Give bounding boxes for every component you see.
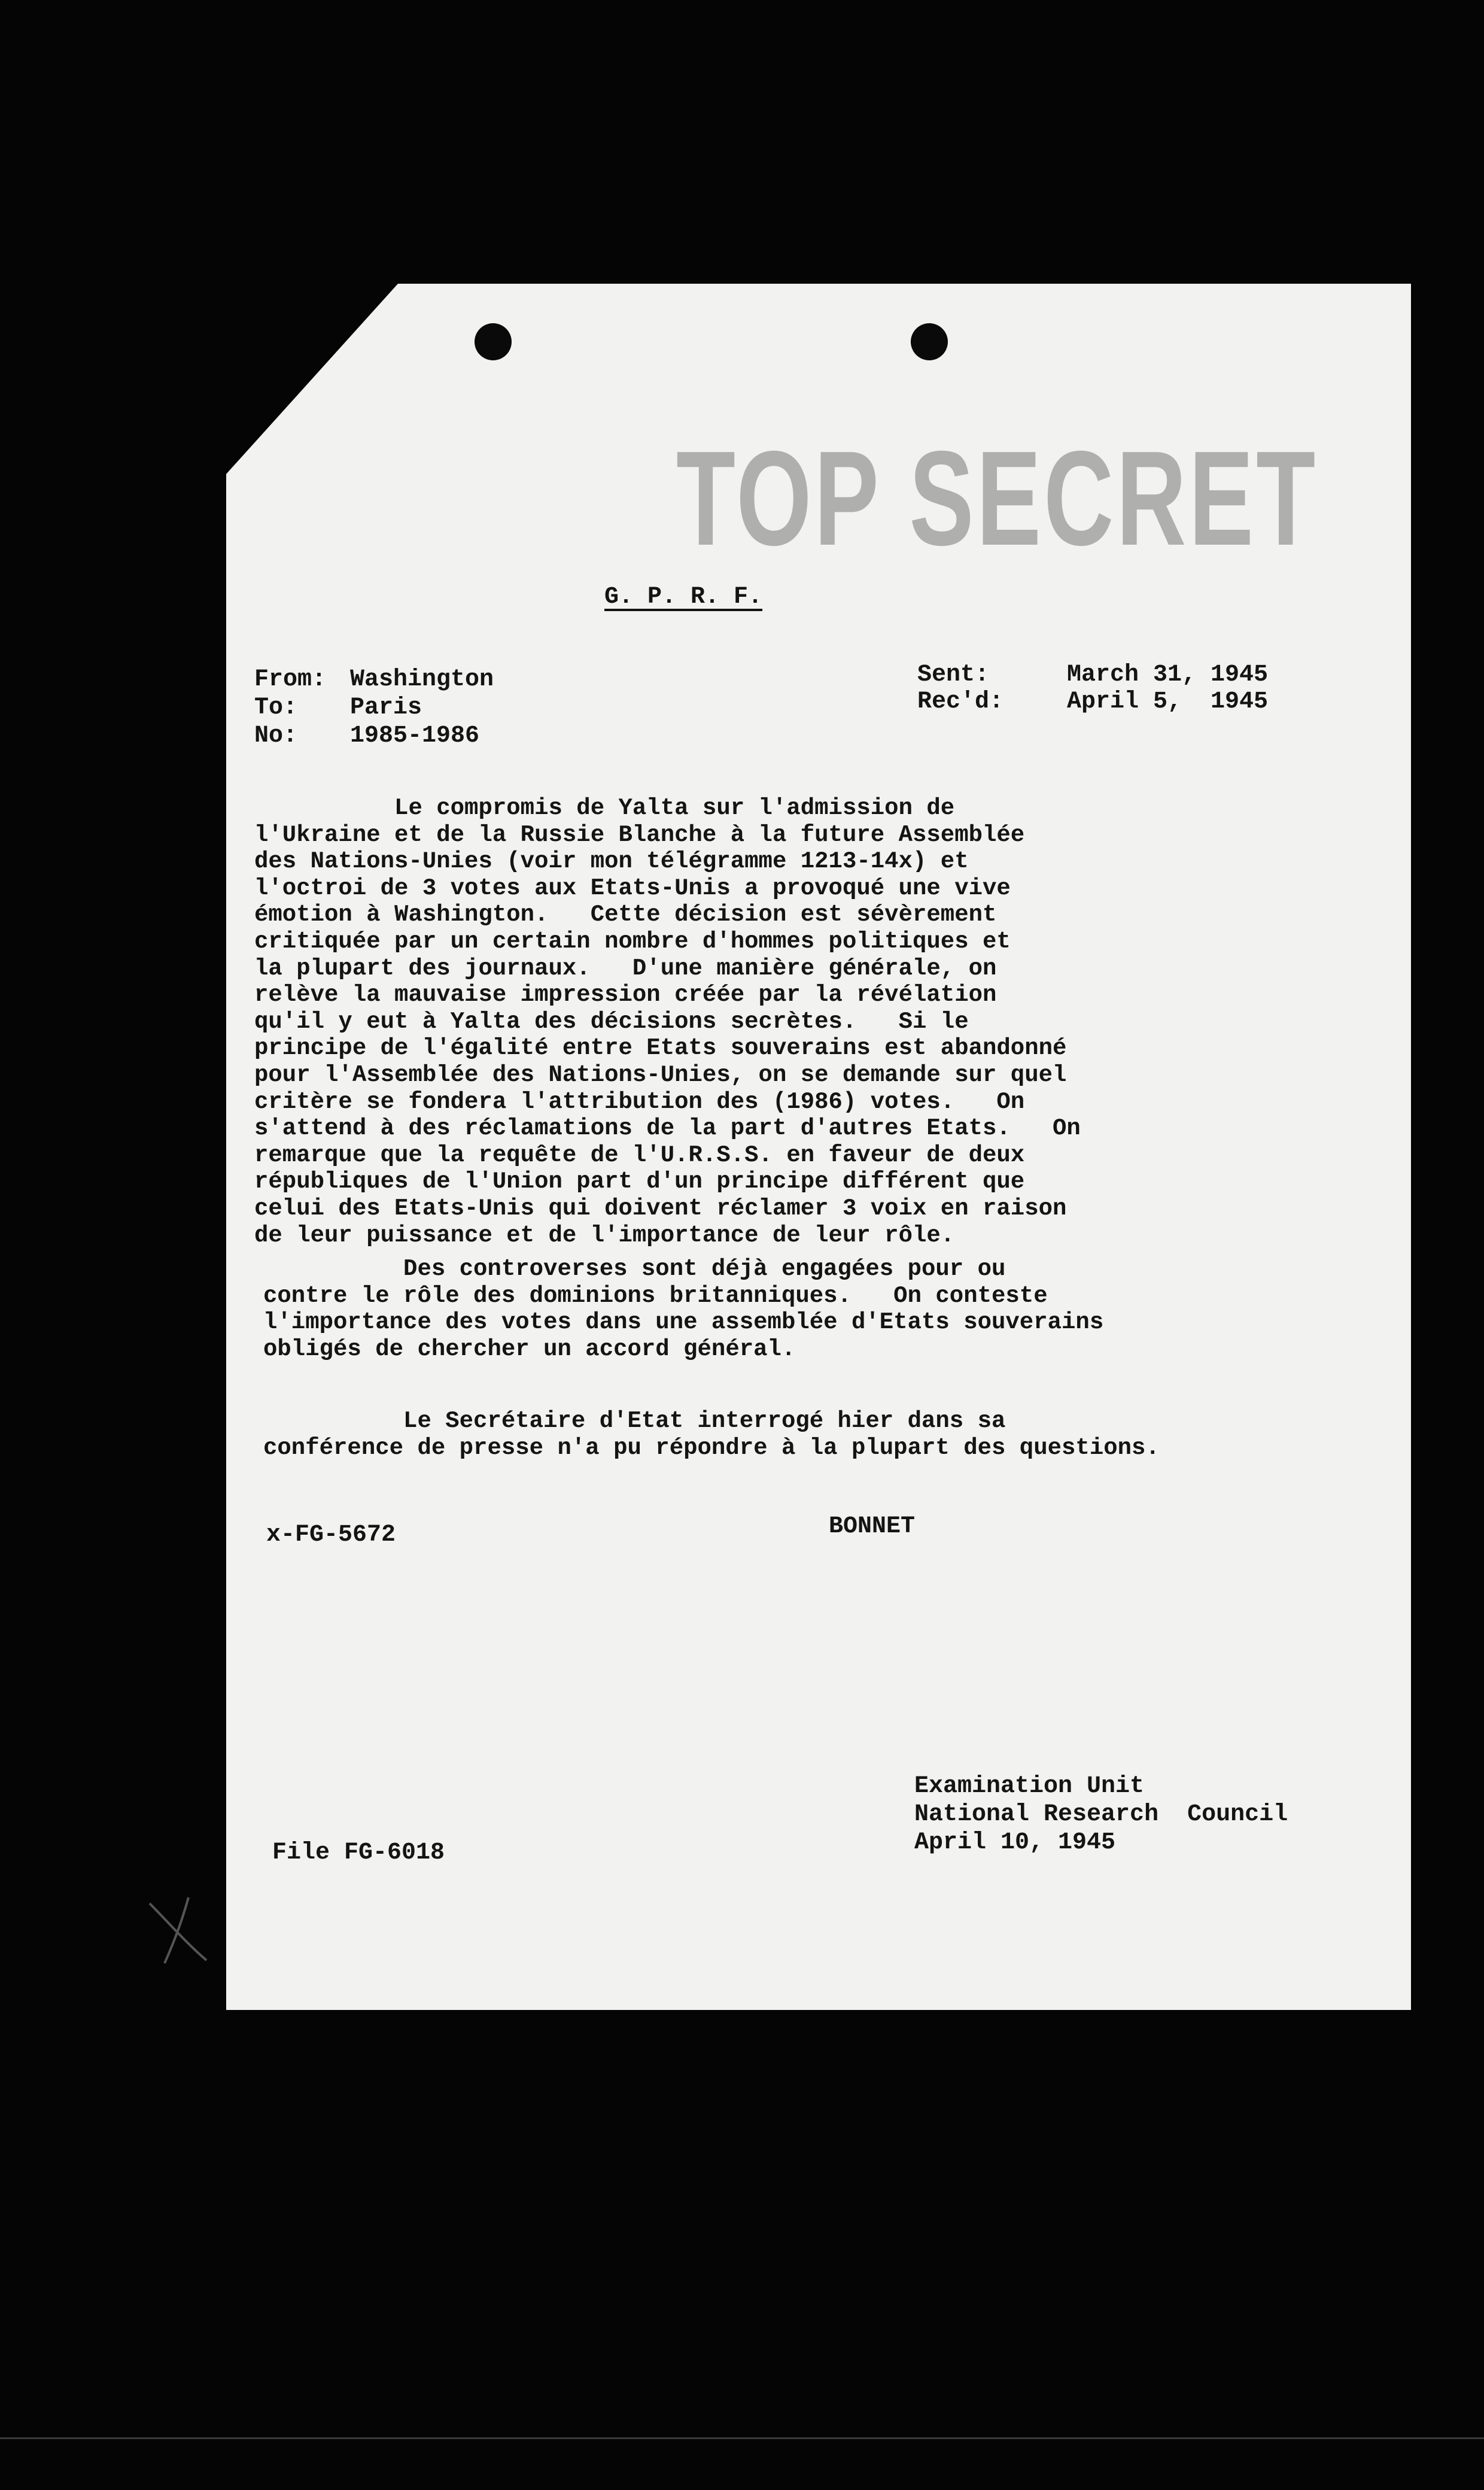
body-line: l'importance des votes dans une assemblée d'Etats souverains (263, 1309, 1104, 1336)
body-line: qu'il y eut à Yalta des décisions secrètes. Si le (254, 1008, 969, 1035)
signature: BONNET (829, 1513, 916, 1540)
body-line: républiques de l'Union part d'un principe différent que (254, 1168, 1025, 1195)
top-secret-stamp: TOP SECRET (676, 423, 1318, 573)
received-value: April 5, 1945 (1067, 688, 1269, 715)
body-line: principe de l'égalité entre Etats souverains est abandonné (254, 1035, 1067, 1062)
body-line: s'attend à des réclamations de la part d'autres Etats. On (254, 1115, 1081, 1142)
reference-number: x-FG-5672 (266, 1522, 396, 1548)
from-label: From: (254, 666, 327, 693)
body-line: l'Ukraine et de la Russie Blanche à la future Assemblée (254, 821, 1025, 848)
body-line: pour l'Assemblée des Nations-Unies, on se demande sur quel (254, 1061, 1067, 1088)
body-paragraph-1 (254, 795, 1081, 1249)
sent-label: Sent: (917, 661, 990, 688)
to-value: Paris (350, 694, 422, 721)
unit-date: April 10, 1945 (914, 1829, 1116, 1856)
body-line: critère se fondera l'attribution des (1986) votes. On (254, 1088, 1025, 1115)
body-line: émotion à Washington. Cette décision est sévèrement (254, 901, 997, 928)
body-line: remarque que la requête de l'U.R.S.S. en faveur de deux (254, 1141, 1025, 1168)
unit-line-1: Examination Unit (914, 1773, 1145, 1800)
body-line: de leur puissance et de l'importance de leur rôle. (254, 1222, 955, 1249)
body-line: l'octroi de 3 votes aux Etats-Unis a provoqué une vive (254, 874, 1011, 901)
handwritten-x-mark (144, 1894, 215, 1966)
to-label: To: (254, 694, 298, 721)
sent-value: March 31, 1945 (1067, 661, 1269, 688)
body-line: Des controverses sont déjà engagées pour ou (263, 1256, 1006, 1282)
number-value: 1985-1986 (350, 722, 480, 749)
number-label: No: (254, 722, 298, 749)
body-line: Le compromis de Yalta sur l'admission de (254, 795, 955, 821)
punch-hole-left (475, 323, 512, 360)
punch-hole-right (911, 323, 948, 360)
unit-line-2: National Research Council (914, 1801, 1288, 1828)
film-scratch (0, 2437, 1484, 2439)
body-line: conférence de presse n'a pu répondre à la plupart des questions. (263, 1434, 1160, 1461)
body-line: la plupart des journaux. D'une manière générale, on (254, 955, 997, 982)
received-label: Rec'd: (917, 688, 1004, 715)
body-line: obligés de chercher un accord général. (263, 1335, 796, 1362)
from-value: Washington (350, 666, 494, 693)
body-line: critiquée par un certain nombre d'hommes politiques et (254, 928, 1011, 955)
body-line: celui des Etats-Unis qui doivent réclamer 3 voix en raison (254, 1195, 1067, 1222)
body-line: relève la mauvaise impression créée par la révélation (254, 982, 997, 1009)
body-line: Le Secrétaire d'Etat interrogé hier dans sa (263, 1408, 1006, 1434)
header-code: G. P. R. F. (604, 584, 763, 611)
body-paragraph-2 (263, 1256, 1103, 1362)
body-paragraph-3 (263, 1408, 1160, 1461)
body-line: contre le rôle des dominions britanniques. On conteste (263, 1282, 1048, 1309)
body-line: des Nations-Unies (voir mon télégramme 1213-14x) et (254, 848, 969, 875)
file-reference: File FG-6018 (272, 1839, 445, 1866)
